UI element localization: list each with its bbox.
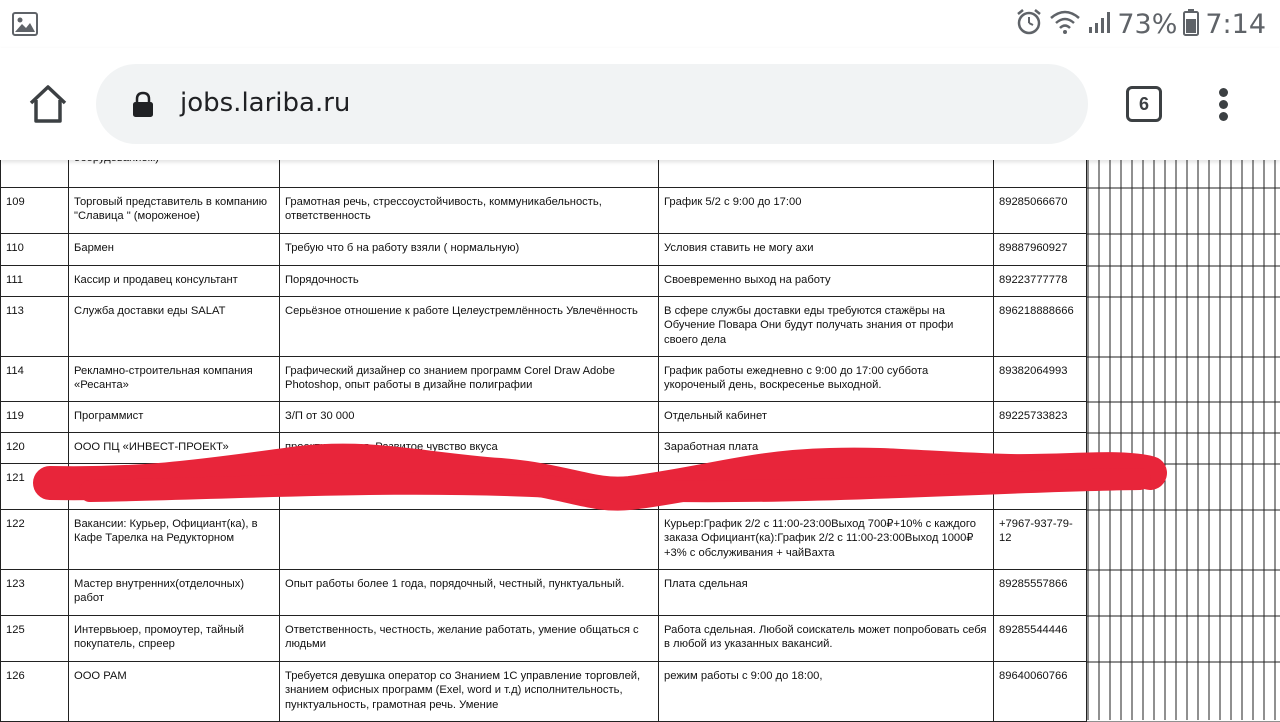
url-text[interactable]: jobs.lariba.ru bbox=[180, 88, 351, 118]
job-title-cell: Торговый представитель в компанию "Славица " (мороженое) bbox=[68, 188, 279, 233]
conditions-cell: Плата сдельная bbox=[658, 570, 993, 615]
phone-cell: 89382064993 bbox=[993, 357, 1087, 401]
phone-cell: 89640060766 bbox=[993, 662, 1087, 721]
job-title-cell: Служба доставки еды SALAT bbox=[68, 297, 279, 356]
requirements-cell: Графический дизайнер со знанием программ Corel Draw Adobe Photoshop, опыт работы в дизайне полиграфии bbox=[279, 357, 658, 401]
requirements-cell: Коммуникабельность, опыт в продажах bbox=[279, 464, 658, 509]
wifi-icon bbox=[1049, 9, 1081, 40]
job-title-cell: Программист bbox=[68, 402, 279, 432]
row-number-cell: 123 bbox=[0, 570, 68, 615]
phone-cell: 89285066670 bbox=[993, 188, 1087, 233]
tab-count: 6 bbox=[1138, 93, 1149, 114]
requirements-cell: Опыт работы более 1 года, порядочный, честный, пунктуальный. bbox=[279, 570, 658, 615]
job-title-cell: Рекламно-строительная компания «Ресанта» bbox=[68, 357, 279, 401]
conditions-cell: В сфере службы доставки еды требуются стажёры на Обучение Повара Они будут получать знания от профи своего дела bbox=[658, 297, 993, 356]
address-bar[interactable] bbox=[96, 64, 1088, 144]
table-row bbox=[0, 188, 1087, 234]
row-number-cell: 113 bbox=[0, 297, 68, 356]
requirements-cell: Ответственность, честность, желание работать, умение общаться с людьми bbox=[279, 616, 658, 661]
jobs-table-area[interactable] bbox=[0, 160, 1280, 720]
conditions-cell: График 5/2 с 9:00 до 17:00 bbox=[658, 188, 993, 233]
conditions-cell: Работа сдельная. Любой соискатель может попробовать себя в любой из указанных вакансий. bbox=[658, 616, 993, 661]
table-row bbox=[0, 234, 1087, 266]
conditions-cell: % от продаж, 6/1 bbox=[658, 464, 993, 509]
job-title-cell: ООО ПЦ «ИНВЕСТ-ПРОЕКТ» bbox=[68, 433, 279, 463]
redaction-scribble bbox=[30, 445, 1180, 525]
table-row bbox=[0, 616, 1087, 662]
spreadsheet-gridlines bbox=[1087, 160, 1280, 720]
table-row bbox=[0, 357, 1087, 402]
more-vert-icon[interactable] bbox=[1212, 86, 1236, 122]
requirements-cell: проектирования. Развитое чувство вкуса bbox=[279, 433, 658, 463]
conditions-cell: Своевременно выход на работу bbox=[658, 266, 993, 296]
table-row bbox=[0, 570, 1087, 616]
conditions-cell: Курьер:График 2/2 с 11:00-23:00Выход 700₽+10% с каждого заказа Официант(ка):График 2/2 с 11:00-23:00Выход 1000₽+3% с обслуживания + чайВахта bbox=[658, 510, 993, 569]
status-bar bbox=[0, 0, 1280, 48]
tabs-icon[interactable] bbox=[1126, 86, 1162, 122]
phone-cell: 89285557866 bbox=[993, 570, 1087, 615]
phone-cell: 89225733823 bbox=[993, 402, 1087, 432]
requirements-cell: Требуется девушка оператор со Знанием 1С управление торговлей, знанием офисных программ (Exel, word и т.д) исполнительность, пунктуальность, грамотная речь. Умение bbox=[279, 662, 658, 721]
phone-cell: 896218888666 bbox=[993, 297, 1087, 356]
row-number-cell: 121 bbox=[0, 464, 68, 509]
table-row bbox=[0, 266, 1087, 297]
conditions-cell: Заработная плата bbox=[658, 433, 993, 463]
signal-icon bbox=[1087, 10, 1111, 39]
row-number-cell: 122 bbox=[0, 510, 68, 569]
conditions-cell: режим работы с 9:00 до 18:00, bbox=[658, 662, 993, 721]
alarm-icon bbox=[1015, 8, 1043, 41]
phone-cell: 89223777778 bbox=[993, 266, 1087, 296]
requirements-cell: Порядочность bbox=[279, 266, 658, 296]
image-icon bbox=[12, 12, 38, 41]
job-title-cell: Вакансии: Курьер, Официант(ка), в Кафе Тарелка на Редукторном bbox=[68, 510, 279, 569]
lock-icon[interactable] bbox=[132, 92, 154, 123]
phone-cell: +7967-937-79-12 bbox=[993, 510, 1087, 569]
clock: 7:14 bbox=[1205, 8, 1266, 40]
home-icon[interactable] bbox=[26, 82, 70, 126]
row-number-cell: 114 bbox=[0, 357, 68, 401]
requirements-cell: Требую что б на работу взяли ( нормальную) bbox=[279, 234, 658, 265]
battery-icon bbox=[1183, 8, 1199, 41]
requirements-cell: Серьёзное отношение к работе Целеустремлённость Увлечённость bbox=[279, 297, 658, 356]
row-number-cell: 120 bbox=[0, 433, 68, 463]
row-number-cell: 119 bbox=[0, 402, 68, 432]
battery-percent: 73% bbox=[1117, 8, 1178, 40]
conditions-cell: Условия ставить не могу ахи bbox=[658, 234, 993, 265]
row-number-cell: 109 bbox=[0, 188, 68, 233]
job-title-cell: Бармен bbox=[68, 234, 279, 265]
conditions-cell: График работы ежедневно с 9:00 до 17:00 суббота укороченый день, воскресенье выходной. bbox=[658, 357, 993, 401]
table-row bbox=[0, 402, 1087, 433]
job-title-cell: ООО РАМ bbox=[68, 662, 279, 721]
browser-toolbar bbox=[0, 48, 1280, 160]
requirements-cell: З/П от 30 000 bbox=[279, 402, 658, 432]
row-number-cell: 111 bbox=[0, 266, 68, 296]
row-number-cell: 125 bbox=[0, 616, 68, 661]
table-row bbox=[0, 662, 1087, 722]
job-title-cell: бутик bbox=[68, 464, 279, 509]
job-title-cell: Мастер внутренних(отделочных) работ bbox=[68, 570, 279, 615]
row-number-cell: 110 bbox=[0, 234, 68, 265]
requirements-cell: Грамотная речь, стрессоустойчивость, коммуникабельность, ответственность bbox=[279, 188, 658, 233]
phone-cell: 89285544446 bbox=[993, 616, 1087, 661]
table-row bbox=[0, 297, 1087, 357]
job-title-cell: Кассир и продавец консультант bbox=[68, 266, 279, 296]
phone-cell: 89887960927 bbox=[993, 234, 1087, 265]
conditions-cell: Отдельный кабинет bbox=[658, 402, 993, 432]
row-number-cell: 126 bbox=[0, 662, 68, 721]
job-title-cell: Интервьюер, промоутер, тайный покупатель, спреер bbox=[68, 616, 279, 661]
